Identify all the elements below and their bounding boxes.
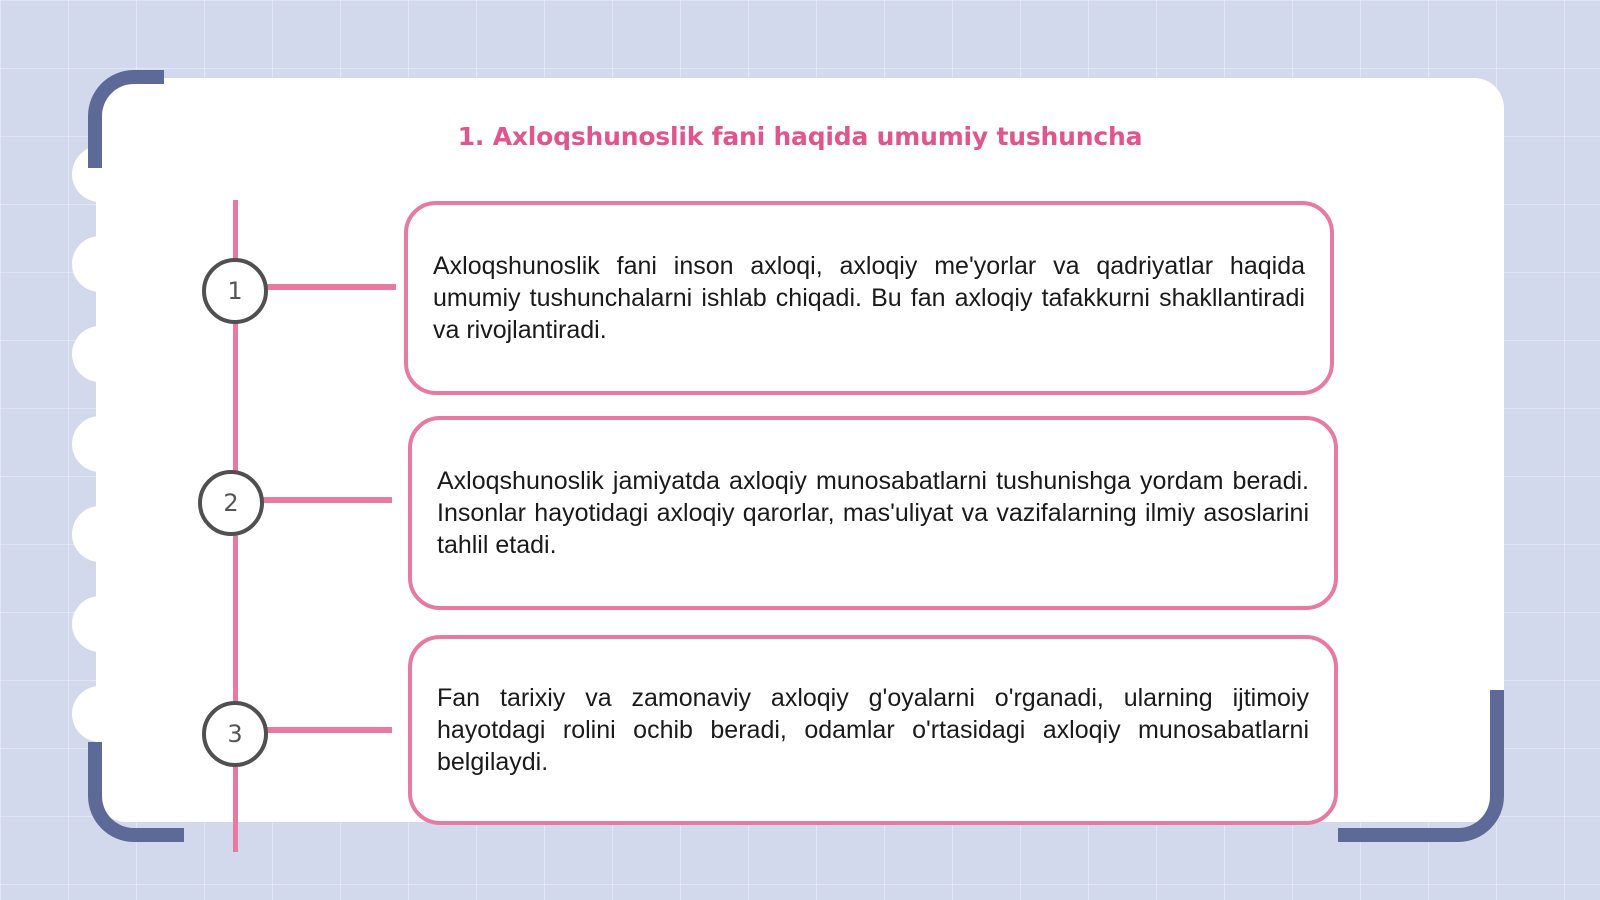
step-text: Fan tarixiy va zamonaviy axloqiy g'oyalarni o'rganadi, ularning ijtimoiy hayotdagi rolini ochib beradi, odamlar o'rtasidagi axloqiy munosabatlarni belgilaydi. [437,684,1309,776]
step-number: 2 [223,489,239,517]
step-number-marker [198,470,264,536]
step-number: 3 [227,720,243,748]
timeline-connector [266,727,392,733]
slide-title: 1. Axloqshunoslik fani haqida umumiy tushuncha [457,122,1143,151]
corner-bracket-top-left [88,70,164,168]
step-number: 1 [227,277,243,305]
step-text: Axloqshunoslik fani inson axloqi, axloqiy me'yorlar va qadriyatlar haqida umumiy tushunchalarni ishlab chiqadi. Bu fan axloqiy tafakkurni shakllantiradi va rivojlantiradi. [433,252,1305,344]
step-number-marker [202,258,268,324]
step-text: Axloqshunoslik jamiyatda axloqiy munosabatlarni tushunishga yordam beradi. Insonlar hayotidagi axloqiy qarorlar, mas'uliyat va vazifalarning ilmiy asoslarini tahlil etadi. [437,467,1309,559]
corner-bracket-bottom-right [1338,690,1504,842]
step-card [408,635,1338,825]
step-card [408,416,1338,610]
corner-bracket-bottom-left [88,742,184,842]
timeline-connector [262,497,392,503]
timeline-connector [266,284,396,290]
step-card [404,201,1334,395]
step-number-marker [202,701,268,767]
